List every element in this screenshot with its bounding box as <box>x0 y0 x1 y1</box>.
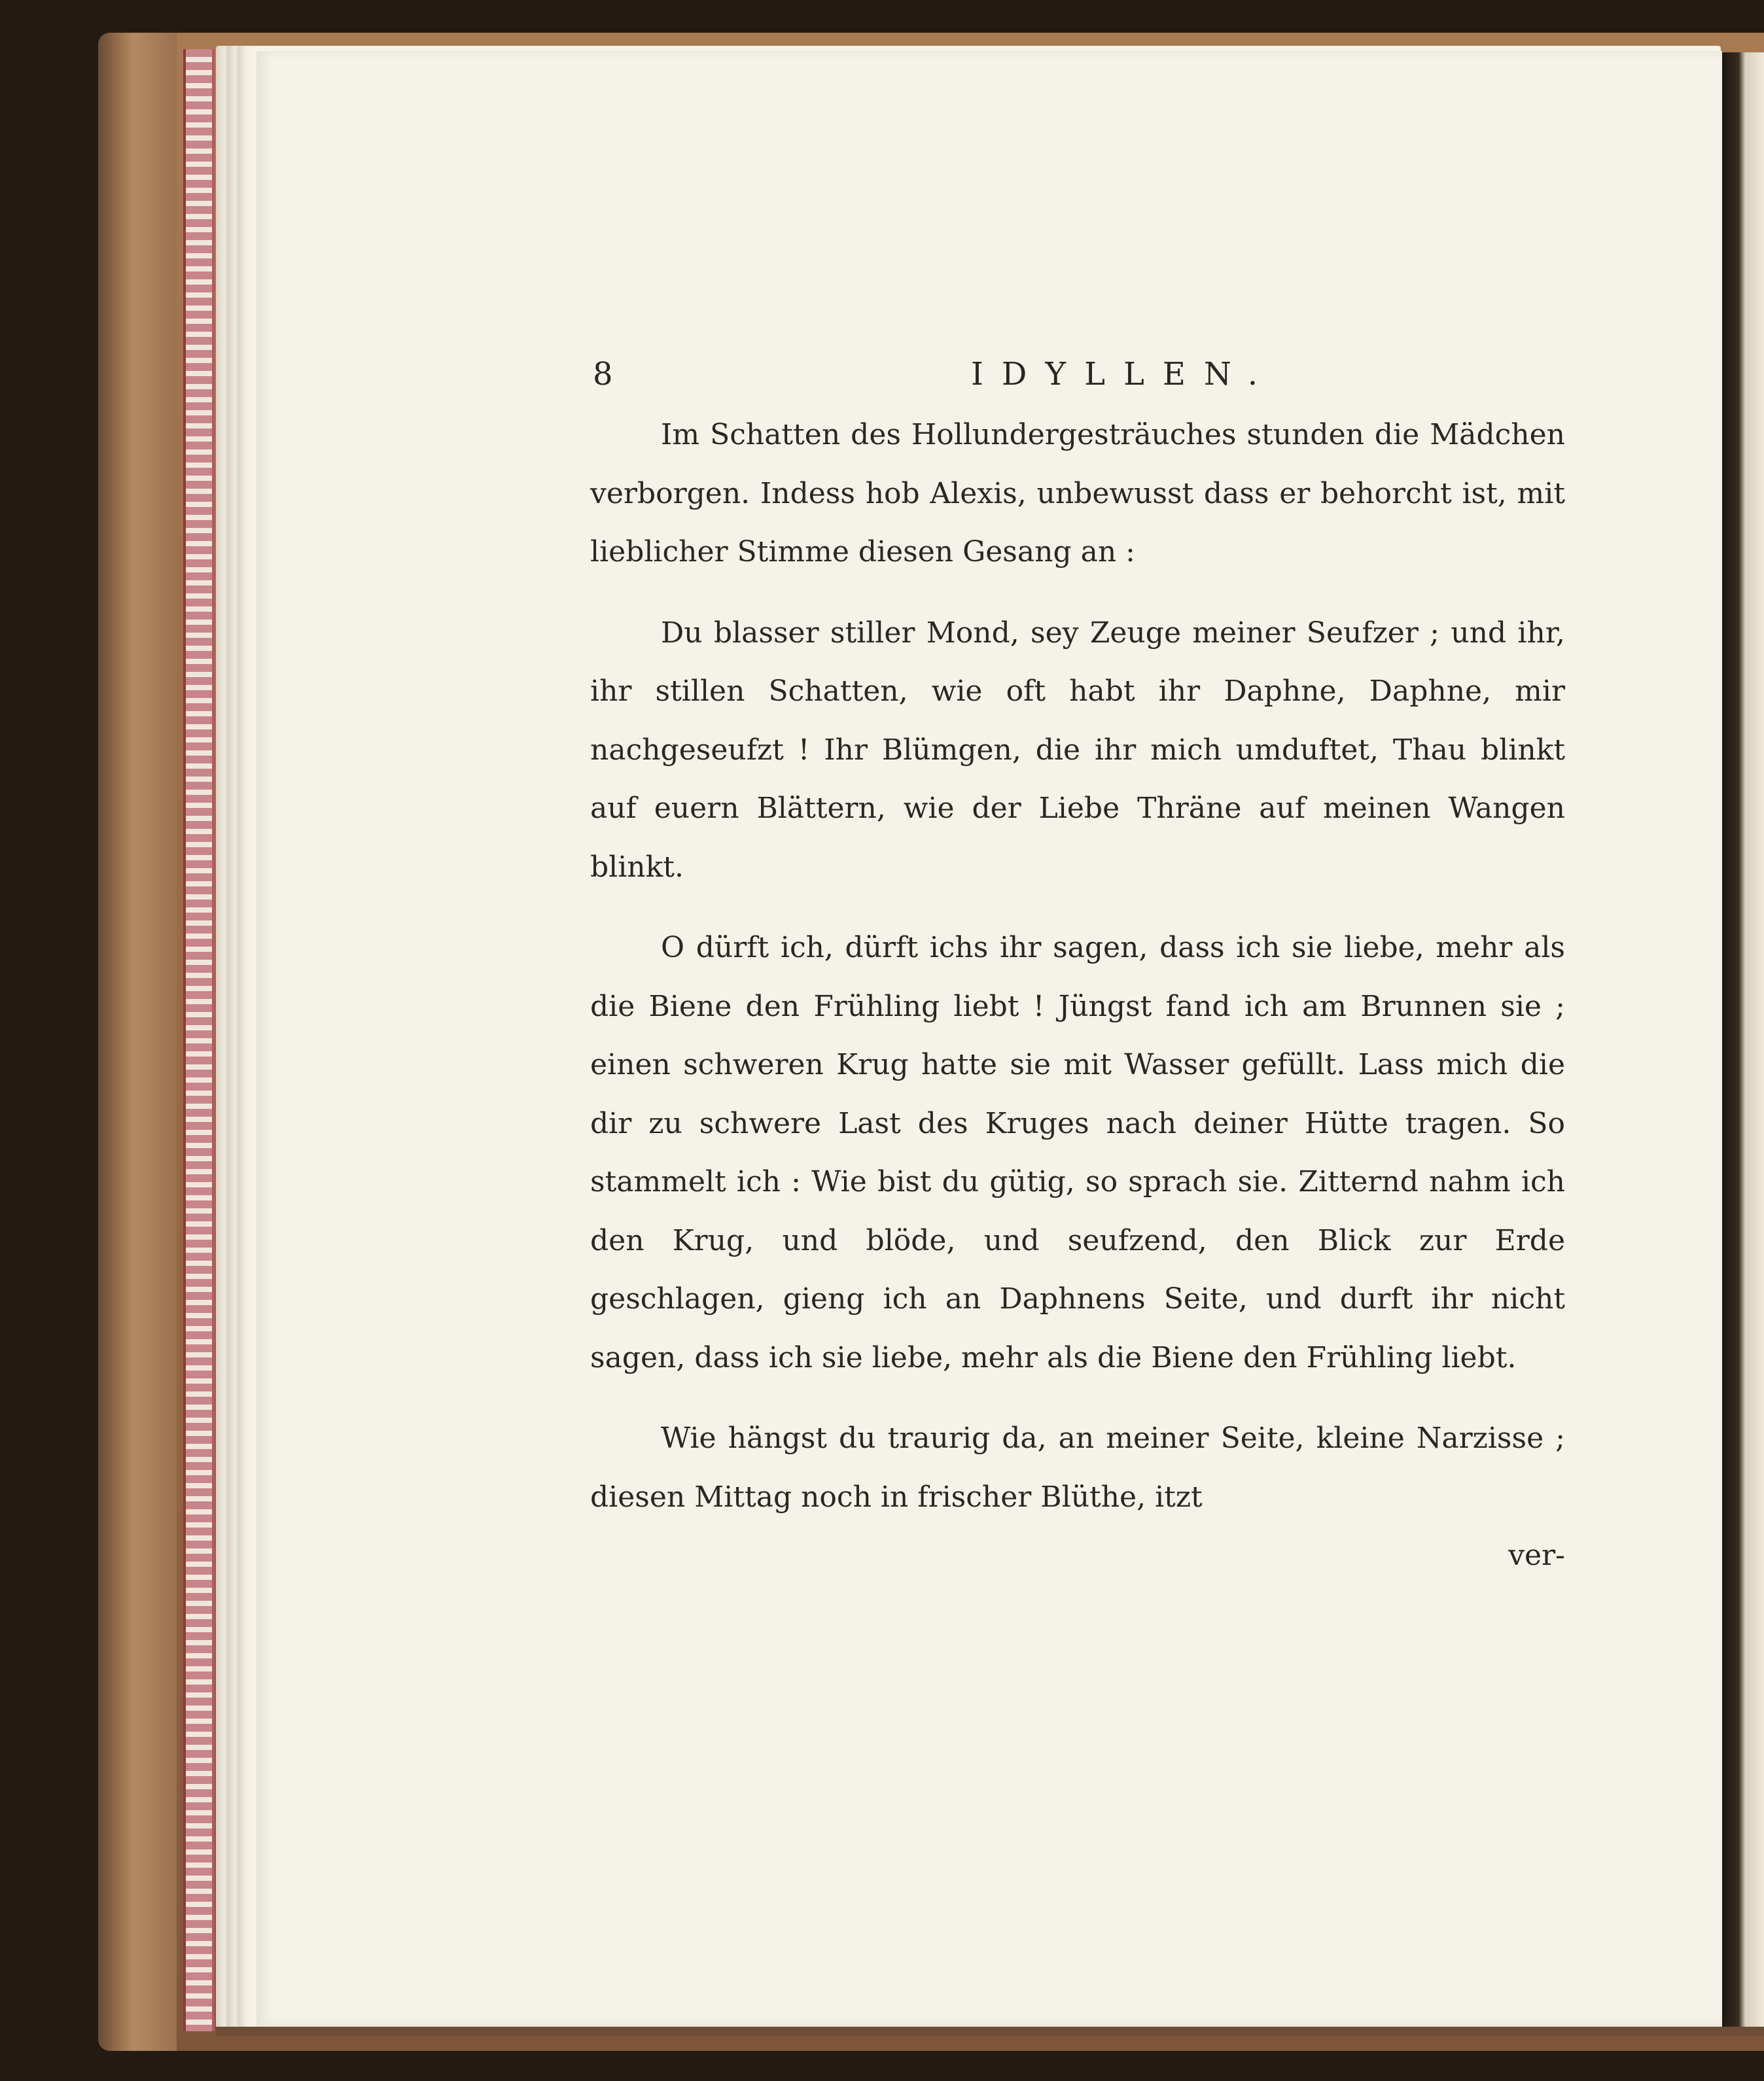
paragraph-1: Im Schatten des Hollundergesträuches stunden die Mädchen verborgen. Indess hob Alexis, unbewusst dass er behorcht ist, mit lieblicher Stimme diesen Gesang an : <box>590 418 1565 568</box>
running-head <box>590 340 1565 406</box>
catchword: ver- <box>1508 1539 1565 1572</box>
facing-page-edge <box>1722 52 1764 2035</box>
paragraph-2: Du blasser stiller Mond, sey Zeuge meiner Seufzer ; und ihr, ihr stillen Schatten, wie oft habt ihr Daphne, Daphne, mir nachgeseufzt ! Ihr Blümgen, die ihr mich umduftet, Thau blinkt auf euern Blättern, wie der Liebe Thräne auf meinen Wangen blinkt. <box>590 616 1565 884</box>
page-text-block <box>590 340 1565 1585</box>
paragraph-3: O dürft ich, dürft ichs ihr sagen, dass ich sie liebe, mehr als die Biene den Frühling liebt ! Jüngst fand ich am Brunnen sie ; einen schweren Krug hatte sie mit Wasser gefüllt. Lass mich die dir zu schwere Last des Kruges nach deiner Hütte tragen. So stammelt ich : Wie bist du gütig, so sprach sie. Zitternd nahm ich den Krug, und blöde, und seufzend, den Blick zur Erde geschlagen, gieng ich an Daphnens Seite, und durft ihr nicht sagen, dass ich sie liebe, mehr als die Biene den Frühling liebt. <box>590 931 1565 1374</box>
cover-bottom-edge <box>216 2027 1764 2036</box>
paragraph-4: Wie hängst du traurig da, an meiner Seite, kleine Narzisse ; diesen Mittag noch in frischer Blüthe, itzt <box>590 1422 1565 1514</box>
running-title: IDYLLEN. <box>970 356 1277 393</box>
headband <box>183 49 215 2031</box>
book-spine-edge <box>98 33 177 2051</box>
page-number: 8 <box>593 356 613 393</box>
